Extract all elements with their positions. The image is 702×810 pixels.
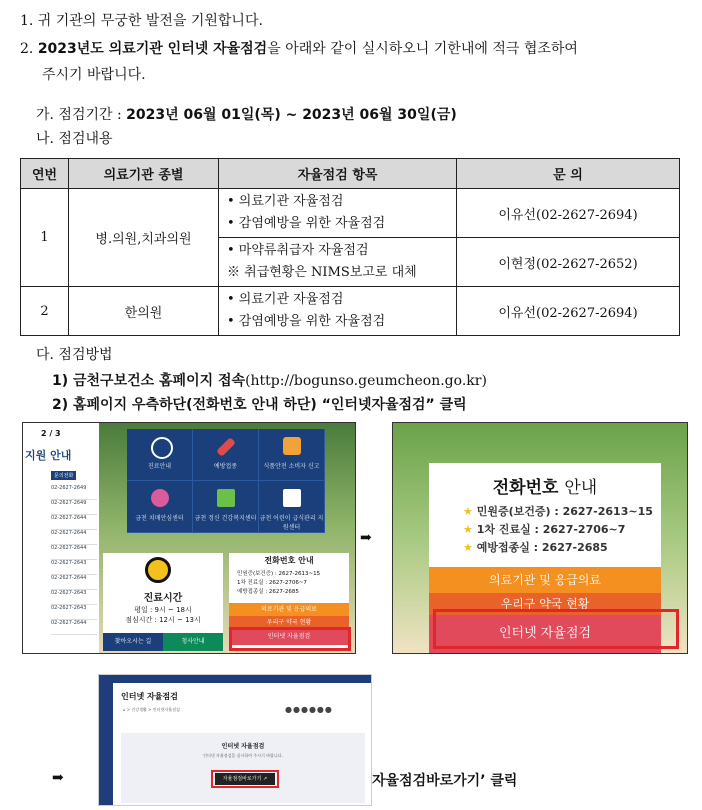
- pharmacy-button[interactable]: 우리구 약국 현황: [229, 616, 349, 629]
- zoom-medical-button[interactable]: 의료기관 및 응급의료: [429, 567, 661, 593]
- tile-children[interactable]: 금천 어린이 급식관리 지원센터: [259, 481, 325, 533]
- table-row: [21, 189, 680, 238]
- medical-button[interactable]: 의료기관 및 응급의료: [229, 603, 349, 616]
- item-line: • 의료기관 자율점검: [227, 292, 344, 307]
- period-row: [36, 104, 457, 124]
- item-line: • 감염예방을 위한 자율점검: [227, 314, 386, 329]
- go-check-highlight: [211, 770, 279, 788]
- phone-line: 1차 진료실 : 2627-2706~7: [237, 580, 307, 586]
- sidebar-numbers: [51, 485, 97, 635]
- check-box: [121, 733, 365, 803]
- row-items: [219, 287, 457, 336]
- period-value: 2023년 06월 01일(목) ~ 2023년 06월 30일(금): [126, 107, 457, 123]
- wheelchair-icon: [151, 489, 169, 507]
- children-icon: [283, 489, 301, 507]
- arrow-icon: ➡: [360, 530, 372, 546]
- clinic-lunch: 점심시간 : 12시 ~ 13시: [125, 616, 201, 624]
- clock-icon: [145, 557, 171, 583]
- sidebar-number: 02-2627-2644: [51, 545, 97, 560]
- page-title: 인터넷 자율점검: [121, 692, 178, 701]
- share-icons: ●●●●●●: [285, 705, 333, 714]
- row-items: [219, 189, 457, 238]
- check-page-screenshot: [98, 674, 372, 806]
- sidebar-number: 02-2627-2649: [51, 485, 97, 500]
- item-line: ※ 취급현황은 NIMS보고로 대체: [227, 265, 417, 280]
- zoom-screenshot: [392, 422, 688, 654]
- check-box-title: 인터넷 자율점검: [221, 743, 265, 750]
- arrow-icon: ➡: [52, 770, 64, 786]
- item-2-rest: 을 아래와 같이 실시하오니 기한내에 적극 협조하여: [267, 41, 578, 57]
- row-type: 병.의원,치과의원: [69, 189, 219, 287]
- sidebar-number: 02-2627-2644: [51, 575, 97, 590]
- clinic-hours-card: [103, 553, 223, 633]
- page-topbar: [113, 675, 371, 683]
- item-2-continued: 주시기 바랍니다.: [42, 67, 146, 83]
- header-no: 연번: [21, 159, 69, 189]
- step-1-label: 1) 금천구보건소 홈페이지 접속: [52, 373, 246, 389]
- zoom-phone-line: ★ 예방접종실 : 2627-2685: [463, 541, 608, 554]
- inspection-table: [20, 158, 680, 336]
- row-no: 2: [21, 287, 69, 336]
- step-3: 자율점검바로가기’ 클릭: [372, 773, 518, 789]
- sidebar-head: 문의전화: [51, 471, 76, 480]
- item-1: 1. 귀 기관의 무궁한 발전을 기원합니다.: [20, 13, 263, 29]
- zoom-phone-title: 전화번호 안내: [492, 478, 598, 498]
- table-row: [21, 287, 680, 336]
- row-no: 1: [21, 189, 69, 287]
- zoom-phone-line: ★ 1차 진료실 : 2627-2706~7: [463, 523, 626, 536]
- item-2: [20, 38, 578, 58]
- sidebar-number: 02-2627-2649: [51, 500, 97, 515]
- header-contact: 문 의: [457, 159, 680, 189]
- row-contact: 이유선(02-2627-2694): [457, 189, 680, 238]
- clinic-title: 진료시간: [143, 593, 183, 604]
- step-1-url: (http://bogunso.geumcheon.go.kr): [245, 373, 487, 389]
- table-header-row: [21, 159, 680, 189]
- tile-food[interactable]: 식품안전 소비자 신고: [259, 429, 325, 481]
- tile-mental[interactable]: 금천 정신 건강복지센터: [193, 481, 259, 533]
- internet-check-button[interactable]: 인터넷 자율점검: [229, 629, 349, 645]
- zoom-pharmacy-button[interactable]: 우리구 약국 현황: [429, 593, 661, 615]
- step-2: 2) 홈페이지 우측하단(전화번호 안내 하단) “인터넷자율점검” 클릭: [52, 397, 467, 413]
- stethoscope-icon: [151, 437, 173, 459]
- zoom-phone-line: ★ 민원증(보건증) : 2627-2613~15: [463, 505, 653, 518]
- sidebar-title: 지원 안내: [25, 449, 72, 462]
- directions-button[interactable]: 찾아오시는 길: [103, 633, 163, 651]
- item-line: • 감염예방을 위한 자율점검: [227, 216, 386, 231]
- building-button[interactable]: 청사안내: [163, 633, 223, 651]
- homepage-screenshot: [22, 422, 356, 654]
- syringe-icon: [216, 437, 236, 457]
- step-1: [52, 370, 487, 390]
- phone-line: 민원증(보건증) : 2627-2613~15: [237, 571, 321, 577]
- sidebar-number: 02-2627-2643: [51, 560, 97, 575]
- sidebar-number: 02-2627-2643: [51, 605, 97, 620]
- header-items: 자율점검 항목: [219, 159, 457, 189]
- row-type: 한의원: [69, 287, 219, 336]
- pager: 2 / 3: [41, 429, 61, 438]
- clinic-weekday: 평일 : 9시 ~ 18시: [134, 606, 192, 614]
- item-2-number: 2.: [20, 41, 34, 57]
- tile-clinic[interactable]: 진료안내: [127, 429, 193, 481]
- period-label: 가. 점검기간 :: [36, 107, 122, 123]
- phone-title: 전화번호 안내: [264, 556, 314, 565]
- highlight-box: [229, 627, 351, 651]
- page-breadcrumb: ⌂ > 건강생활 > 인터넷자율점검: [123, 707, 180, 712]
- tile-vaccine[interactable]: 예방접종: [193, 429, 259, 481]
- header-type: 의료기관 종별: [69, 159, 219, 189]
- row-items: [219, 238, 457, 287]
- food-icon: [283, 437, 301, 455]
- item-line: • 의료기관 자율점검: [227, 194, 344, 209]
- sidebar: [23, 423, 100, 653]
- row-contact: 이유선(02-2627-2694): [457, 287, 680, 336]
- page-sidebar: [99, 675, 113, 805]
- tile-dementia[interactable]: 금천 치매안심센터: [127, 481, 193, 533]
- row-contact: 이현정(02-2627-2652): [457, 238, 680, 287]
- phone-line: 예방접종실 : 2627-2685: [237, 589, 299, 595]
- item-2-bold: 2023년도 의료기관 인터넷 자율점검: [37, 41, 268, 57]
- method-label: 다. 점검방법: [36, 347, 113, 363]
- item-line: • 마약류취급자 자율점검: [227, 243, 369, 258]
- sidebar-number: 02-2627-2644: [51, 530, 97, 545]
- content-label: 나. 점검내용: [36, 131, 113, 147]
- zoom-highlight-box: [433, 609, 679, 649]
- clipboard-icon: [217, 489, 235, 507]
- check-box-text: 인터넷 자율점검을 실시하여 주시기 바랍니다.: [203, 753, 283, 758]
- sidebar-number: 02-2627-2644: [51, 620, 97, 635]
- sidebar-number: 02-2627-2643: [51, 590, 97, 605]
- sidebar-number: 02-2627-2644: [51, 515, 97, 530]
- zoom-internet-check-button[interactable]: 인터넷 자율점검: [429, 615, 661, 653]
- go-check-button[interactable]: 자율점검바로가기 ↗: [215, 773, 275, 785]
